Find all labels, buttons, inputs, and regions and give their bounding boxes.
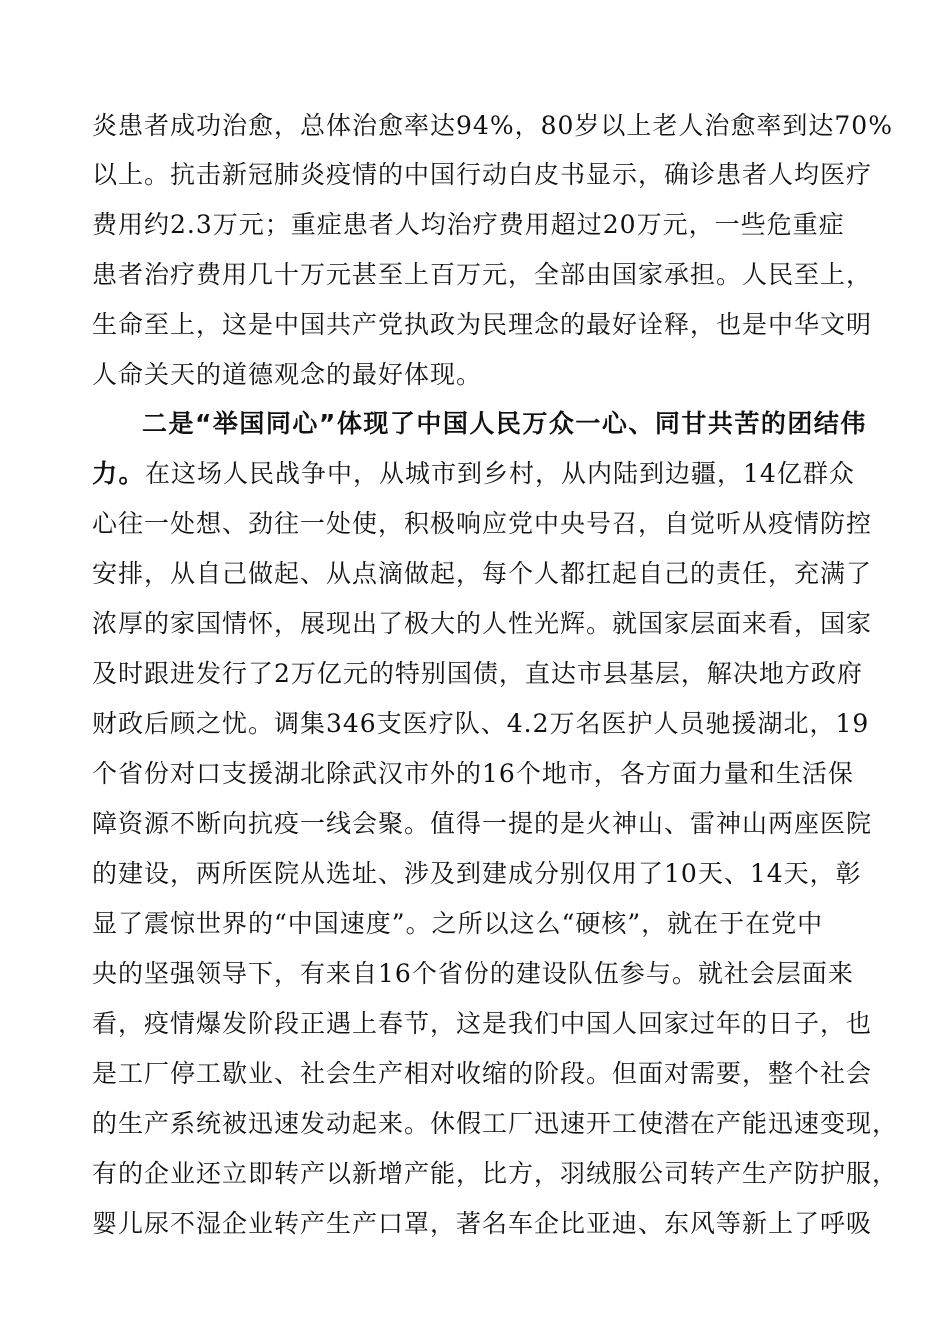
paragraph-2-line-9: 的建设，两所医院从选址、涉及到建成分别仅用了10天、14天，彰 [92, 859, 862, 888]
paragraph-2-line-1 [92, 459, 855, 489]
paragraph-2-line-16: 婴儿尿不湿企业转产生产口罩，著名车企比亚迪、东风等新上了呼吸 [92, 1209, 873, 1238]
paragraph-1-line-6: 人命关天的道德观念的最好体现。 [92, 360, 483, 389]
paragraph-1-line-1: 炎患者成功治愈，总体治愈率达94%，80岁以上老人治愈率到达70% [92, 111, 893, 140]
paragraph-1-line-2: 以上。抗击新冠肺炎疫情的中国行动白皮书显示，确诊患者人均医疗 [92, 160, 873, 189]
paragraph-2-line-1-text: 在这场人民战争中，从城市到乡村，从内陆到边疆，14亿群众 [145, 459, 855, 488]
paragraph-2-line-12: 看，疫情爆发阶段正遇上春节，这是我们中国人回家过年的日子，也 [92, 1009, 873, 1038]
paragraph-2-line-10: 显了震惊世界的“中国速度”。之所以这么“硬核”，就在于在党中 [92, 909, 824, 938]
paragraph-2-line-4: 浓厚的家国情怀，展现出了极大的人性光辉。就国家层面来看，国家 [92, 609, 873, 638]
paragraph-2-heading-end: 力。 [92, 459, 146, 488]
paragraph-2-line-6: 财政后顾之忧。调集346支医疗队、4.2万名医护人员驰援湖北，19 [92, 709, 870, 738]
paragraph-1-line-4: 患者治疗费用几十万元甚至上百万元，全部由国家承担。人民至上， [92, 260, 873, 289]
paragraph-2-line-14: 的生产系统被迅速发动起来。休假工厂迅速开工使潜在产能迅速变现， [92, 1109, 899, 1138]
paragraph-1-line-5: 生命至上，这是中国共产党执政为民理念的最好诠释，也是中华文明 [92, 310, 873, 339]
paragraph-2-line-13: 是工厂停工歇业、社会生产相对收缩的阶段。但面对需要，整个社会 [92, 1059, 873, 1088]
paragraph-2-line-5: 及时跟进发行了2万亿元的特别国债，直达市县基层，解决地方政府 [92, 659, 863, 688]
paragraph-2-line-2: 心往一处想、劲往一处使，积极响应党中央号召，自觉听从疫情防控 [92, 509, 873, 538]
paragraph-2-line-3: 安排，从自己做起、从点滴做起，每个人都扛起自己的责任，充满了 [92, 559, 873, 588]
paragraph-1-line-3: 费用约2.3万元；重症患者人均治疗费用超过20万元，一些危重症 [92, 210, 845, 239]
paragraph-2-line-15: 有的企业还立即转产以新增产能，比方，羽绒服公司转产生产防护服， [92, 1159, 899, 1188]
paragraph-2-heading: 二是“举国同心”体现了中国人民万众一心、同甘共苦的团结伟 [142, 409, 867, 438]
paragraph-2-line-8: 障资源不断向抗疫一线会聚。值得一提的是火神山、雷神山两座医院 [92, 809, 873, 838]
paragraph-2-line-11: 央的坚强领导下，有来自16个省份的建设队伍参与。就社会层面来 [92, 959, 854, 988]
paragraph-2-line-7: 个省份对口支援湖北除武汉市外的16个地市，各方面力量和生活保 [92, 759, 854, 788]
